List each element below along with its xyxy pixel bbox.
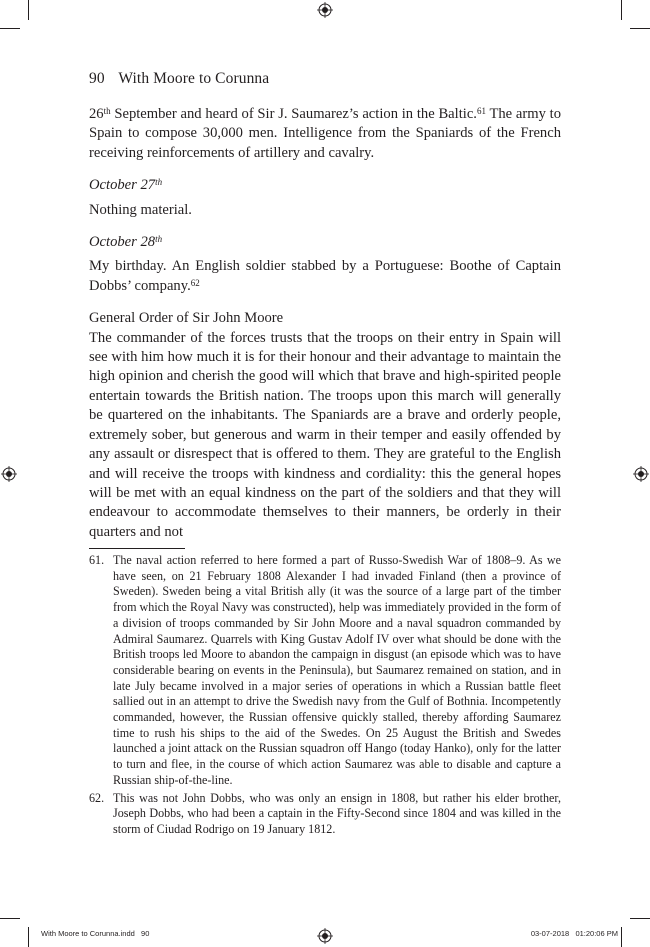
registration-mark-left-icon bbox=[1, 466, 17, 482]
crop-mark-top-left-v bbox=[28, 0, 29, 20]
crop-mark-bottom-left-v bbox=[28, 927, 29, 947]
general-order-heading: General Order of Sir John Moore bbox=[89, 310, 284, 327]
registration-mark-top-icon bbox=[317, 2, 333, 18]
footnote-ref-62[interactable]: 62 bbox=[190, 277, 200, 288]
registration-mark-right-icon bbox=[633, 466, 649, 482]
crop-mark-top-right-h bbox=[630, 28, 650, 29]
paragraph-continuation: 26th September and heard of Sir J. Saumarez’s action in the Baltic.$^{61}$ The army to Spain to compose 30,000 men. Intelligence from the Spaniards of the French receiving reinforcements of artillery and cavalry. bbox=[89, 106, 561, 161]
general-order-text: The commander of the forces trusts that the troops on their entry in Spain will see with him how much it is for their honour and their advantage to maintain the high opinion and cherish the good will which that brave and high-spirited people entertain towards the British nation. The troops upon this march will generally be quartered on the inhabitants. The Spaniards are a brave and orderly people, extremely sober, but generous and warm in their temper and easily offended by any assault or disrespect that is offered to them. They are grateful to the English and will receive the troops with kindness and cordiality: this the general hopes will be met with an equal kindness on the part of the soldiers and that they will endeavour to accommodate themselves to their manners, be orderly in their quarters and not bbox=[89, 329, 561, 540]
crop-mark-top-left-h bbox=[0, 28, 20, 29]
diary-entry: Nothing material. bbox=[89, 201, 192, 218]
running-title: With Moore to Corunna bbox=[118, 70, 270, 87]
footnote-rule bbox=[89, 548, 185, 549]
page-number: 90 bbox=[89, 70, 105, 87]
main-text bbox=[89, 105, 561, 542]
footnote-ref-61[interactable]: 61 bbox=[476, 106, 486, 116]
footnote-text: The naval action referred to here formed a part of Russo-Swedish War of 1808–9. As we have seen, on 21 February 1808 Alexander I had invaded Finland (then a province of Sweden). Sweden being a vital British ally (it was the source of a large part of the timber from which the Royal Navy was constructed), help was immediately provided in the form of a division of troops commanded by Sir John Moore and a naval squadron commanded by Admiral Saumarez. Quarrels with King Gustav Adolf IV over what should be done with the British troops led Moore to abandon the campaign in disgust (an episode which was to have considerable bearing on events in the Peninsula), but Saumarez remained on station, and in late July became involved in a major series of operations in which a Russian battle fleet sallied out in an attempt to drive the Swedish navy from the Gulf of Bothnia. Incompetently commanded, however, the Russian offensive quickly stalled, thereby affording Saumarez time to rush his ships to the aid of the Swedes. On 25 August the British and Swedes launched a joint attack on the Russian squadron off Hango (today Hanko), only for the latter to turn and flee, in the course of which action Saumarez was able to disable and capture a Russian ship-of-the-line. bbox=[113, 553, 561, 787]
footnote-number: 61. bbox=[89, 553, 105, 567]
footnote-62 bbox=[89, 791, 561, 838]
diary-entry: My birthday. An English soldier stabbed by a Portuguese: Boothe of Captain Dobbs’ company.$^{62}$ bbox=[89, 258, 561, 294]
crop-mark-bottom-right-v bbox=[621, 927, 622, 947]
footnote-61 bbox=[89, 553, 561, 789]
slug-filename: With Moore to Corunna.indd 90 bbox=[41, 929, 150, 938]
registration-mark-bottom-icon bbox=[317, 928, 333, 944]
footnote-number: 62. bbox=[89, 790, 105, 805]
diary-date-heading: October 27th bbox=[89, 177, 163, 194]
footnotes bbox=[89, 553, 561, 840]
crop-mark-bottom-right-h bbox=[630, 918, 650, 919]
crop-mark-top-right-v bbox=[621, 0, 622, 20]
running-head bbox=[89, 70, 269, 88]
diary-date-heading: October 28th bbox=[89, 234, 163, 251]
slug-timestamp: 03-07-2018 01:20:06 PM bbox=[530, 929, 618, 938]
crop-mark-bottom-left-h bbox=[0, 918, 20, 919]
footnote-text: This was not John Dobbs, who was only an ensign in 1808, but rather his elder brother, Joseph Dobbs, who had been a captain in the Fifty-Second since 1804 and was killed in the storm of Ciudad Rodrigo on 19 January 1812. bbox=[113, 790, 561, 836]
